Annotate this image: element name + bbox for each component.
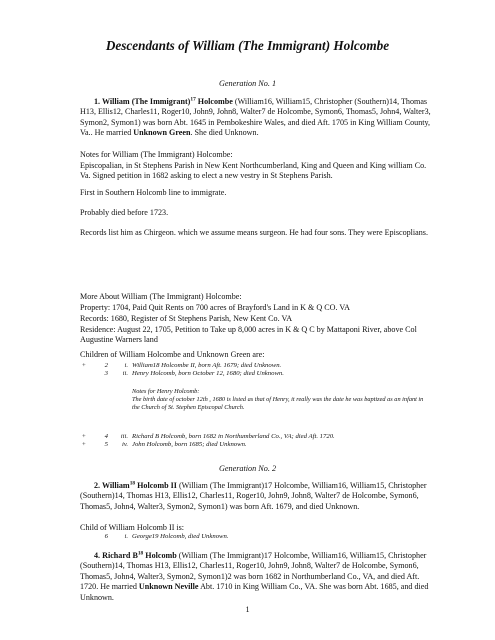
generation-1-heading: Generation No. 1 (218, 79, 277, 88)
child-entry: George19 Holcomb, died Unknown. (132, 533, 229, 540)
child-descendant-marker: + (82, 441, 86, 448)
notes-paragraph-2: First in Southern Holcomb line to immigrate. (80, 188, 227, 197)
entry-1-details: was born Abt. 1645 in Pembokeshire Wales, and died Aft. 1705 in King William County, Va.. He married (80, 117, 431, 138)
page-number: 1 (245, 605, 250, 614)
child-entry: William18 Holcombe II, born Aft. 1679; died Unknown. (132, 362, 282, 369)
notes-heading: Notes for William (The Immigrant) Holcombe: (80, 150, 233, 159)
entry-4-paragraph (80, 551, 432, 603)
entry-1-paragraph (80, 97, 432, 139)
child-entry: Richard B Holcomb, born 1682 in Northumberland Co., VA; died Aft. 1720. (132, 433, 335, 440)
children-heading: Children of William Holcombe and Unknown Green are: (80, 350, 265, 359)
child-entry: Henry Holcomb, born October 12, 1680; died Unknown. (132, 370, 284, 377)
entry-2-surname: Holcomb II (137, 481, 177, 490)
more-about-residence: Residence: August 22, 1705, Petition to Take up 8,000 acres in K & Q C by Mattaponi River, above Col Augustine Warners land (80, 325, 417, 345)
more-about-heading: More About William (The Immigrant) Holcombe: (80, 292, 242, 301)
entry-1-tail: . She died Unknown. (190, 128, 259, 138)
notes-paragraph-1: Episcopalian, in St Stephens Parish in New Kent Northcumberland, King and Queen and King william Co. Va. Signed petition in 1682 asking to elect a new vestry in St Stephens Parish. (80, 161, 427, 181)
notes-paragraph-4: Records list him as Chirgeon. which we assume means surgeon. He had four sons. They were Episcoplians. (80, 228, 428, 237)
notes-paragraph-3: Probably died before 1723. (80, 208, 169, 217)
child-number: 2 (104, 362, 108, 369)
henry-notes-heading: Notes for Henry Holcomb: (132, 388, 200, 395)
entry-4-name: 4. Richard B (94, 551, 138, 560)
generation-2-heading: Generation No. 2 (218, 464, 277, 473)
child-roman-numeral: i. (124, 362, 128, 369)
child-number: 6 (104, 533, 108, 540)
entry-4-tail: Abt. 1710 in King William Co., VA. She was born Abt. 1685, and died Unknown. (80, 582, 429, 602)
entry-2-name: 2. William (94, 481, 130, 490)
henry-notes-text: The birth date of october 12th , 1680 is listed as that of Henry, it really was the date he was baptized as an infant in the Church of St. Stephen Episcopal Church. (132, 396, 424, 411)
entry-1-name: 1. William (The Immigrant) (94, 97, 191, 106)
entry-2-details: (William (The Immigrant)17 Holcombe, William16, William15, Christopher (Southern)14, Thomas H13, Ellis12, Charles11, Roger10, John9, John8, Walter7 de Holcombe, Symon6, Thomas5, John4, Walter3, Symon2, Symon1) was born Aft. 1679, and died Unknown. (80, 481, 427, 511)
entry-4-generation-number: 18 (137, 550, 144, 557)
child-entry: John Holcomb, born 1685; died Unknown. (132, 441, 247, 448)
entry-4-surname: Holcomb (145, 551, 177, 560)
entry-1-lineage: (William16, William15, Christopher (Southern)14, Thomas H13, Ellis12, Charles11, Roger10, John9, John8, Walter7 de Holcombe, Symon6, Thomas5, John4, Walter3, Symon2, Symon1) (80, 97, 431, 127)
child-number: 5 (104, 441, 108, 448)
entry-1-spouse: Unknown Green (133, 128, 191, 138)
child-roman-numeral: i. (124, 533, 128, 540)
child-descendant-marker: + (82, 362, 86, 369)
more-about-records: Records: 1680, Register of St Stephens Parish, New Kent Co. VA (80, 314, 293, 323)
child-number: 3 (104, 370, 108, 377)
child-roman-numeral: ii. (122, 370, 128, 377)
entry-1-generation-number: 17 (190, 96, 196, 103)
child-roman-numeral: iv. (121, 441, 128, 448)
entry-1-surname: Holcombe (197, 97, 233, 106)
entry-2-paragraph (80, 481, 432, 512)
entry-2-generation-number: 18 (129, 480, 136, 487)
child-of-william-ii-heading: Child of William Holcomb II is: (80, 523, 185, 532)
entry-4-details: (William (The Immigrant)17 Holcombe, William16, William15, Christopher (Southern)14, Thomas H13, Ellis12, Charles11, Roger10, John9, John8, Walter7 de Holcombe, Symon6, Thomas5, John4, Walter3, Symon2, Symon1)2 was born 1682 in Northumberland Co., VA, and died Aft. 1720. He married (80, 551, 427, 592)
more-about-property: Property: 1704, Paid Quit Rents on 700 acres of Brayford's Land in K & Q CO. VA (80, 303, 351, 312)
child-descendant-marker: + (82, 433, 86, 440)
child-number: 4 (104, 433, 108, 440)
child-roman-numeral: iii. (120, 433, 128, 440)
document-title: Descendants of William (The Immigrant) Holcombe (105, 38, 390, 53)
entry-4-spouse: Unknown Neville (138, 582, 199, 592)
